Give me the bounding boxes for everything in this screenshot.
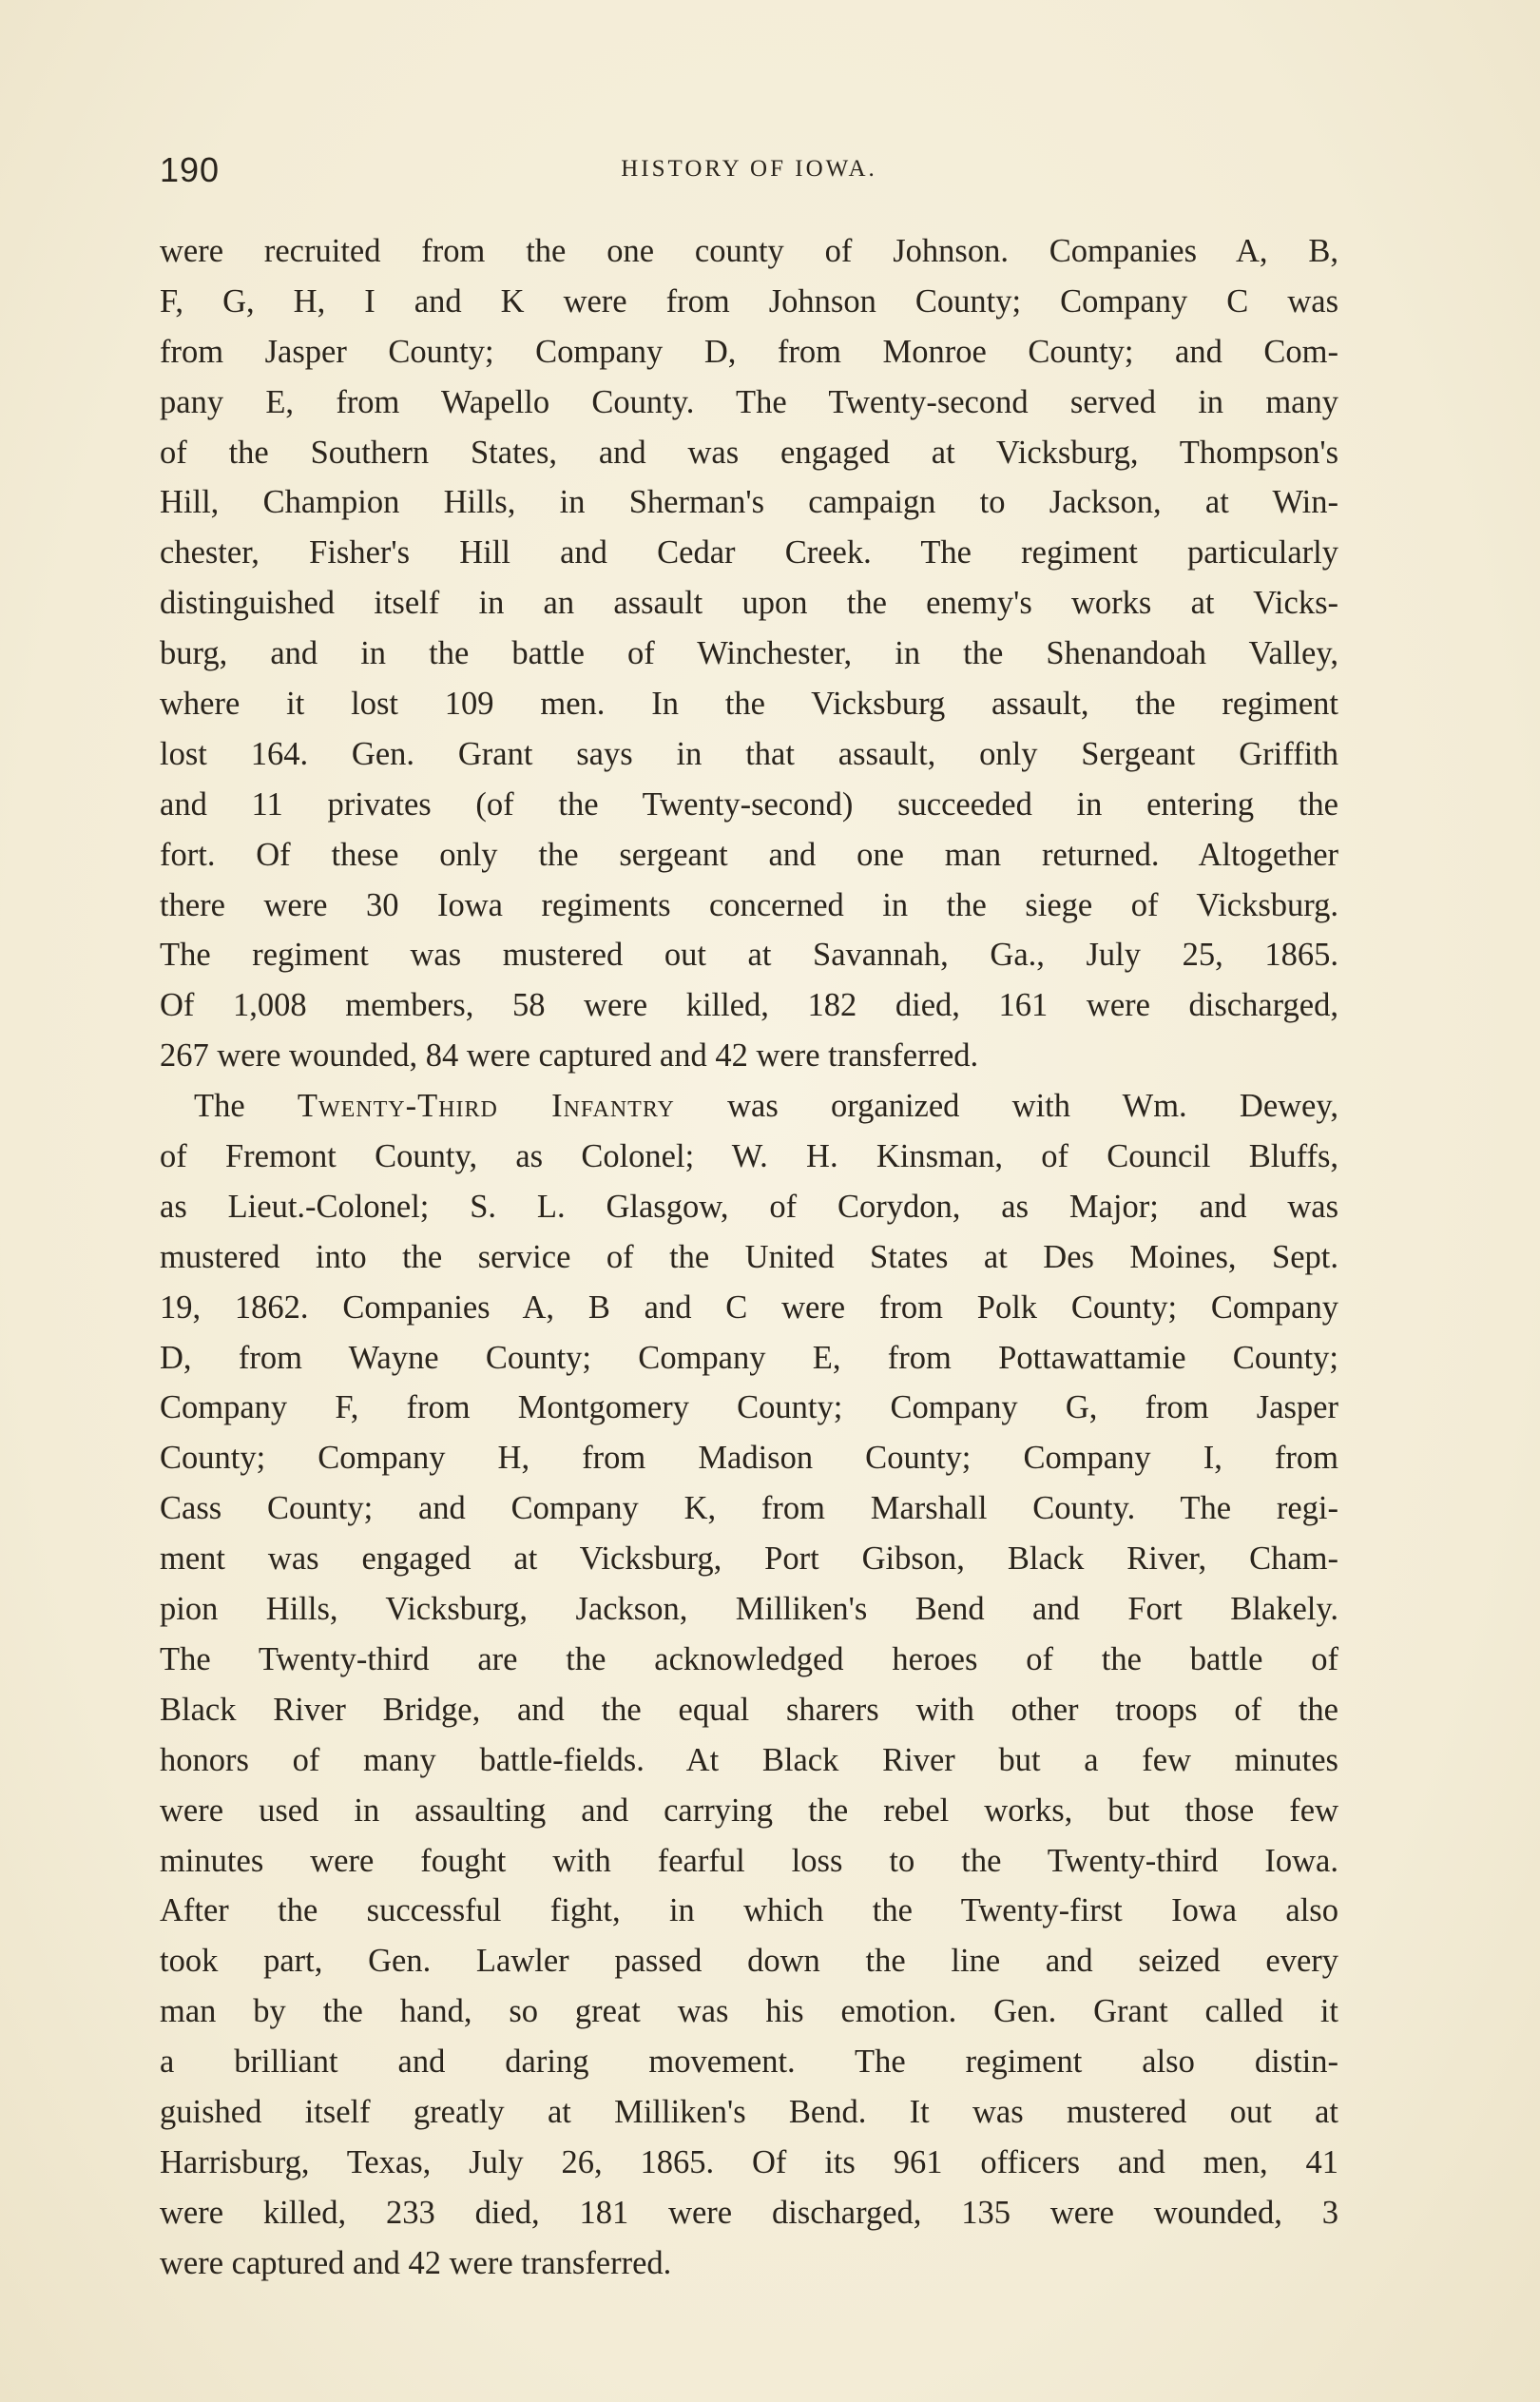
body-text xyxy=(160,226,1338,2289)
page-number: 190 xyxy=(160,150,221,189)
running-head xyxy=(160,150,1338,192)
text-line: took part, Gen. Lawler passed down the line and seized every xyxy=(160,1943,1338,1980)
text-line: mustered into the service of the United States at Des Moines, Sept. xyxy=(160,1238,1338,1275)
text-line: ment was engaged at Vicksburg, Port Gibson, Black River, Cham- xyxy=(160,1540,1338,1578)
text-line: there were 30 Iowa regiments concerned in the siege of Vicksburg. xyxy=(160,886,1338,923)
text-line: guished itself greatly at Milliken's Bend. It was mustered out at xyxy=(160,2093,1338,2130)
text-line: D, from Wayne County; Company E, from Pottawattamie County; xyxy=(160,1339,1338,1376)
text-line: Black River Bridge, and the equal sharers with other troops of the xyxy=(160,1691,1338,1728)
text-line: lost 164. Gen. Grant says in that assault, only Sergeant Griffith xyxy=(160,735,1338,772)
text-line: The Twenty-third are the acknowledged heroes of the battle of xyxy=(160,1640,1338,1677)
text-line: Cass County; and Company K, from Marshall County. The regi- xyxy=(160,1490,1338,1527)
text-line: were recruited from the one county of Johnson. Companies A, B, xyxy=(160,233,1338,269)
text-line: County; Company H, from Madison County; Company I, from xyxy=(160,1440,1338,1477)
text-line: where it lost 109 men. In the Vicksburg assault, the regiment xyxy=(160,686,1338,723)
text-line: The regiment was mustered out at Savannah, Ga., July 25, 1865. xyxy=(160,937,1338,974)
paragraph-twenty-third-infantry xyxy=(160,1081,1338,2288)
text-line: of Fremont County, as Colonel; W. H. Kinsman, of Council Bluffs, xyxy=(160,1138,1338,1175)
running-title: HISTORY OF IOWA. xyxy=(621,156,877,182)
text-line: F, G, H, I and K were from Johnson County; Company C was xyxy=(160,282,1338,320)
text-line: were used in assaulting and carrying the rebel works, but those few xyxy=(160,1792,1338,1829)
text-line: burg, and in the battle of Winchester, in the Shenandoah Valley, xyxy=(160,635,1338,672)
text-line: as Lieut.-Colonel; S. L. Glasgow, of Corydon, as Major; and was xyxy=(160,1188,1338,1225)
paragraph-twenty-second-infantry xyxy=(160,226,1338,1081)
text-line: Hill, Champion Hills, in Sherman's campaign to Jackson, at Win- xyxy=(160,484,1338,521)
text-line: 19, 1862. Companies A, B and C were from Polk County; Company xyxy=(160,1288,1338,1326)
text-line: man by the hand, so great was his emotion. Gen. Grant called it xyxy=(160,1993,1338,2030)
regiment-heading: Twenty-Third Infantry xyxy=(297,1088,675,1125)
text-line: from Jasper County; Company D, from Monroe County; and Com- xyxy=(160,333,1338,370)
opening-word: The xyxy=(194,1088,298,1125)
text-line: were captured and 42 were transferred. xyxy=(160,2244,672,2281)
text-line: chester, Fisher's Hill and Cedar Creek. The regiment particularly xyxy=(160,534,1338,571)
text-line: minutes were fought with fearful loss to the Twenty-third Iowa. xyxy=(160,1842,1338,1879)
text-line: Harrisburg, Texas, July 26, 1865. Of its 961 officers and men, 41 xyxy=(160,2143,1338,2180)
text-line: and 11 privates (of the Twenty-second) succeeded in entering the xyxy=(160,785,1338,823)
text-line: pion Hills, Vicksburg, Jackson, Milliken's Bend and Fort Blakely. xyxy=(160,1591,1338,1628)
text-line: 267 were wounded, 84 were captured and 42 were transferred. xyxy=(160,1037,979,1075)
text-line: Company F, from Montgomery County; Company G, from Jasper xyxy=(160,1389,1338,1426)
text-line: honors of many battle-fields. At Black River but a few minutes xyxy=(160,1741,1338,1778)
text-line: pany E, from Wapello County. The Twenty-second served in many xyxy=(160,383,1338,420)
text-line: were killed, 233 died, 181 were discharged, 135 were wounded, 3 xyxy=(160,2194,1338,2231)
text-line: Of 1,008 members, 58 were killed, 182 died, 161 were discharged, xyxy=(160,987,1338,1024)
opening-rest: was organized with Wm. Dewey, xyxy=(674,1088,1339,1125)
text-line: distinguished itself in an assault upon the enemy's works at Vicks- xyxy=(160,585,1338,622)
paragraph-opening-line xyxy=(160,1081,1338,1132)
text-line: of the Southern States, and was engaged at Vicksburg, Thompson's xyxy=(160,434,1338,471)
text-line: a brilliant and daring movement. The regiment also distin- xyxy=(160,2044,1338,2081)
text-line: After the successful fight, in which the Twenty-first Iowa also xyxy=(160,1892,1338,1929)
text-line: fort. Of these only the sergeant and one man returned. Altogether xyxy=(160,836,1338,873)
